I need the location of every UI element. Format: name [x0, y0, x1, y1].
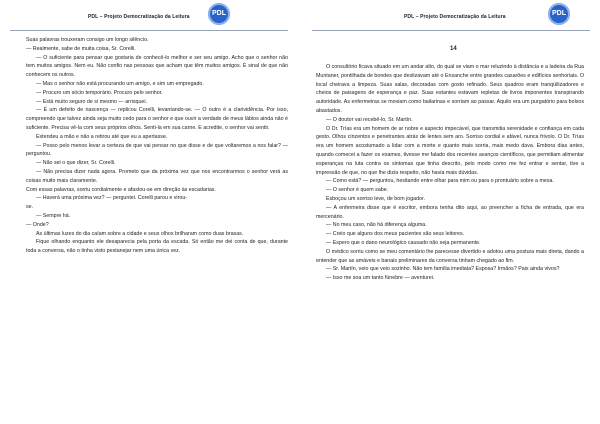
- paragraph: O Dr. Trías era um homem de ar nobre e aspecto impecável, que transmitia serenidade e confiança em cada gesto. Olhos cinzentos e penetrantes atrás de lentes sem aro. Sorriso cordial e afável, nunca frívolo. O Dr. Trías era um homem acostumado a lidar com a morte e quanto mais sorria, mais medo dava. Embora dias antes, quando comecei a fazer os exames, tivesse me falado dos recentes avanços científicos, que permitiam alimentar esperanças na luta contra os sintomas que tinha descrito, pelo modo como me fez entrar e sentar, tive a impressão de que, no que lhe dizia respeito, não havia mais dúvidas.: [316, 125, 584, 176]
- paragraph: — Espero que o dano neurológico causado não seja permanente.: [326, 239, 481, 246]
- page-number: 14: [450, 46, 457, 52]
- paragraph: — Não precisa dizer nada agora. Prometo que da próxima vez que nos encontrarmos o senhor verá as coisas muito mais claramente.: [26, 168, 288, 184]
- paragraph: — Onde?: [26, 221, 49, 228]
- paragraph: Fique olhando enquanto ele desaparecia pela porta da escada. Só então me dei conta de que, durante toda a conversa, não o tinha visto pestanejar nem uma única vez.: [26, 239, 288, 255]
- right-page-body: [316, 63, 584, 283]
- left-page-header: [10, 0, 288, 31]
- paragraph: — O doutor vai recebê-lo, Sr. Martín.: [326, 116, 413, 123]
- paragraph: Com essas palavras, sorriu cordialmente e afastou-se em direção às escadarias.: [26, 186, 216, 193]
- left-page: [4, 0, 294, 424]
- header-title: PDL – Projeto Democratização da Leitura: [88, 14, 190, 20]
- paragraph: — Mas o senhor não está procurando um amigo, e sim um empregado.: [36, 80, 204, 87]
- paragraph: Esboçou um sorriso leve, de bom jogador.: [326, 195, 425, 202]
- paragraph: — Está muito seguro de si mesmo — arrisquei.: [36, 98, 147, 105]
- paragraph: — Procuro um sócio temporário. Procuro pelo senhor.: [36, 89, 163, 96]
- right-page-header: [312, 0, 590, 31]
- paragraph: — Não sei o que dizer, Sr. Corelli.: [36, 160, 116, 167]
- header-title: PDL – Projeto Democratização da Leitura: [404, 14, 506, 20]
- paragraph: — Realmente, sabe de muita coisa, Sr. Corelli.: [26, 45, 136, 52]
- paragraph: As últimas luzes do dia caíam sobre a cidade e seus olhos brilharam como duas brasas.: [36, 230, 244, 237]
- paragraph: — Creio que alguns dos meus pacientes são seus leitores.: [326, 231, 465, 238]
- paragraph: — É um defeito de nascença — replicou Corelli, levantando-se. — O outro é a clarividência. Por isso, compreendo que talvez ainda seja muito cedo para o senhor e que ouvir a verdade de meus lábios ainda não é suficiente. Precisa vê-la com seus próprios olhos. Senti-la em sua carne. E acredite, o senhor vai sentir.: [26, 107, 288, 131]
- paragraph: O médico sorriu como se meu comentário lhe parecesse divertido e adotou uma postura mais direta, dando a entender que as amáveis e banais preliminares da conversa tinham chegado ao fim.: [316, 248, 584, 264]
- paragraph: — Haverá uma próxima vez? — perguntei. Corelli parou e virou-: [36, 195, 188, 202]
- paragraph: — No meu caso, não há diferença alguma.: [326, 222, 427, 229]
- paragraph: Suas palavras trouxeram consigo um longo silêncio.: [26, 37, 149, 43]
- pdl-logo-icon: PDL: [548, 3, 570, 25]
- paragraph: Estendeu a mão e não a retirou até que eu a apertasse.: [36, 133, 168, 140]
- paragraph: — Sempre há.: [36, 212, 71, 219]
- left-page-body: [26, 36, 288, 256]
- paragraph: O consultório ficava situado em um andar alto, do qual se viam o mar reluzindo à distância e a ladeira da Rua Muntaner, pontilhada de bondes que deslizavam até o Ensanche entre grandes casarões e edifícios senhoriais. O local cheirava a limpeza. Suas salas, decoradas com gosto refinado. Seus quadros eram tranqüilizadores e cheios de paisagens de esperança e paz. Suas estantes estavam repletas de livros imponentes transpirando autoridade. As enfermeiras se moviam como bailarinas e sorriam ao passar. Aquilo era um purgatório para bolsos abastados.: [316, 64, 584, 114]
- paragraph: — O senhor é quem sabe.: [326, 187, 389, 194]
- paragraph: — A enfermeira disse que é escritor, embora tenha dito aqui, ao preencher a ficha de entrada, que era mercenário.: [316, 204, 584, 220]
- paragraph: — O suficiente para pensar que gostaria de conhecê-lo melhor e ser seu amigo. Acho que o senhor não tem muitos amigos. Nem eu. Não confio nas pessoas que acham que têm muitos amigos. É sinal de que não conhecem os outros.: [26, 54, 288, 79]
- paragraph: — Como está? — perguntou, hesitando entre olhar para mim ou para o prontuário sobre a mesa.: [326, 178, 554, 185]
- pdl-logo-icon: PDL: [208, 3, 230, 25]
- right-page: [306, 0, 596, 424]
- paragraph: — Sr. Martín, veio que veio sozinho. Não tem família imediata? Esposa? Irmãos? Pais ainda vivos?: [326, 266, 560, 273]
- paragraph: — Isso me soa um tanto fúnebre — aventurei.: [326, 275, 435, 282]
- paragraph: — Posso pelo menos levar a certeza de que vai pensar no que disse e de que voltaremos a nos falar? — perguntou.: [26, 142, 288, 158]
- paragraph: se.: [26, 204, 34, 211]
